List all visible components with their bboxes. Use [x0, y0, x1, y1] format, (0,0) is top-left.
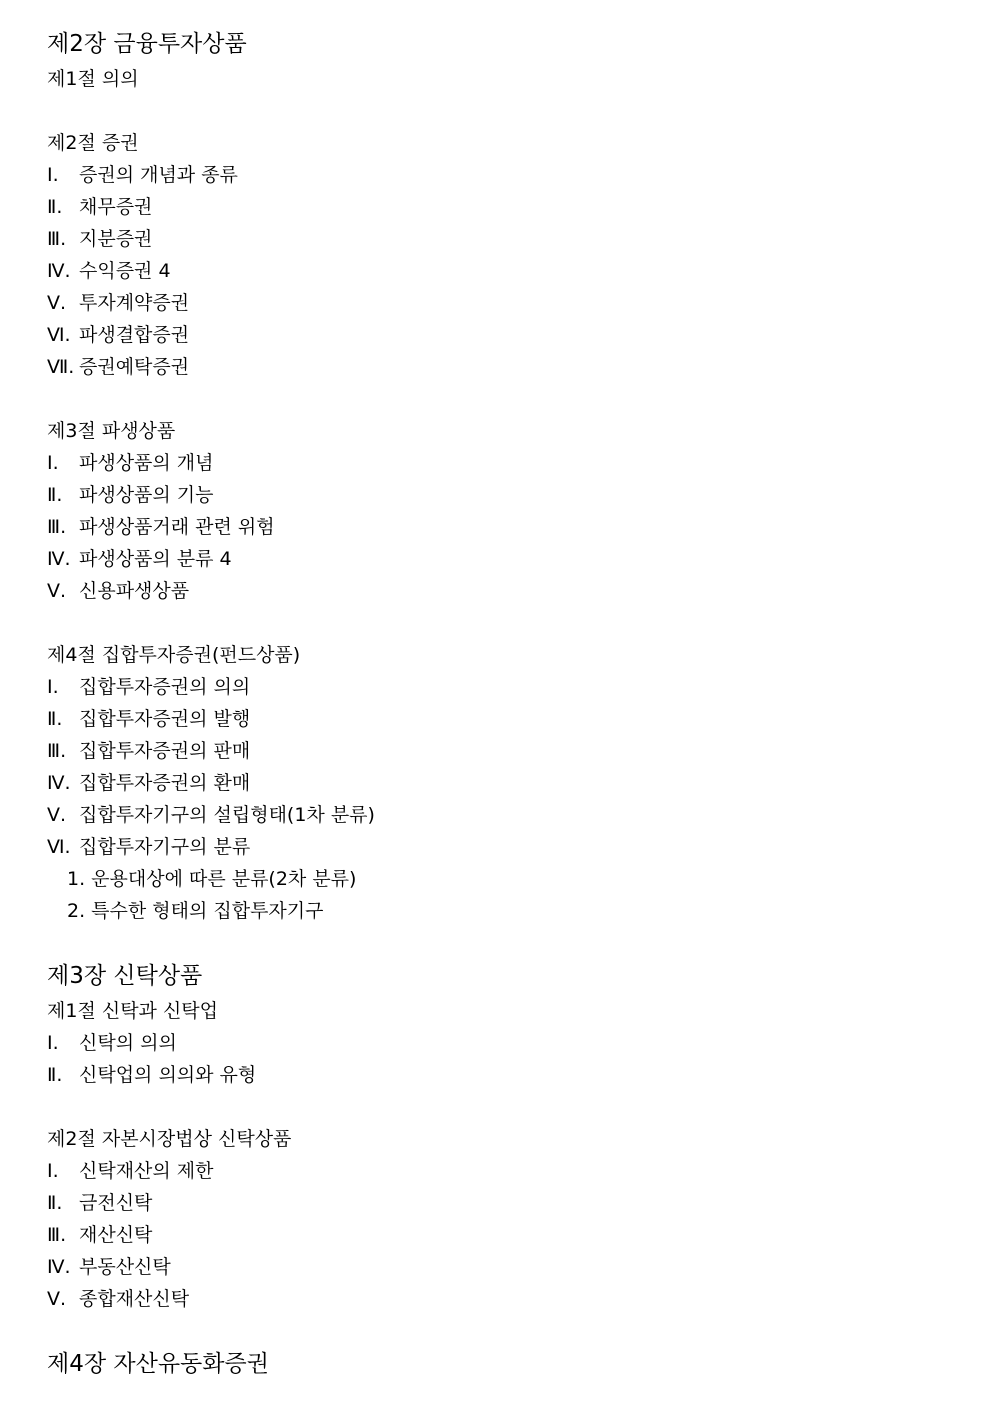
item-text: 집합투자증권의 판매 [79, 740, 251, 762]
list-item [47, 447, 947, 479]
item-numeral: Ⅰ. [47, 1032, 59, 1054]
list-item [47, 1027, 947, 1059]
item-numeral: Ⅲ. [47, 228, 67, 250]
section-title: 제3절 파생상품 [47, 420, 176, 442]
list-item [47, 767, 947, 799]
item-numeral: Ⅳ. [47, 548, 71, 570]
list-item [47, 799, 947, 831]
item-text: 투자계약증권 [79, 292, 190, 314]
item-text: 재산신탁 [79, 1224, 153, 1246]
item-text: 집합투자기구의 설립형태(1차 분류) [79, 804, 375, 826]
list-item [47, 255, 947, 287]
item-numeral: Ⅳ. [47, 772, 71, 794]
item-text: 신탁업의 의의와 유형 [79, 1064, 257, 1086]
list-item [47, 319, 947, 351]
list-item [47, 831, 947, 863]
sub-list-item: 1. 운용대상에 따른 분류(2차 분류) [67, 868, 357, 890]
list-item [47, 223, 947, 255]
item-text: 금전신탁 [79, 1192, 153, 1214]
item-numeral: Ⅱ. [47, 708, 63, 730]
item-text: 신용파생상품 [79, 580, 190, 602]
list-item [47, 191, 947, 223]
list-item [47, 1251, 947, 1283]
item-numeral: Ⅴ. [47, 804, 67, 826]
table-of-contents [47, 27, 947, 1383]
item-numeral: Ⅰ. [47, 452, 59, 474]
item-text: 증권예탁증권 [79, 356, 190, 378]
item-numeral: Ⅱ. [47, 196, 63, 218]
list-item [47, 543, 947, 575]
item-numeral: Ⅳ. [47, 1256, 71, 1278]
list-item [47, 1187, 947, 1219]
section-title: 제4절 집합투자증권(펀드상품) [47, 644, 301, 666]
list-item [47, 511, 947, 543]
item-numeral: Ⅴ. [47, 1288, 67, 1310]
item-text: 증권의 개념과 종류 [79, 164, 238, 186]
item-text: 신탁의 의의 [79, 1032, 177, 1054]
list-item [47, 575, 947, 607]
item-numeral: Ⅵ. [47, 324, 71, 346]
list-item [47, 159, 947, 191]
item-text: 집합투자기구의 분류 [79, 836, 251, 858]
item-numeral: Ⅵ. [47, 836, 71, 858]
item-text: 집합투자증권의 환매 [79, 772, 251, 794]
list-item [47, 1059, 947, 1091]
section-title: 제1절 신탁과 신탁업 [47, 1000, 218, 1022]
item-text: 집합투자증권의 발행 [79, 708, 251, 730]
list-item [47, 703, 947, 735]
chapter-title: 제4장 자산유동화증권 [47, 1351, 269, 1377]
item-text: 신탁재산의 제한 [79, 1160, 214, 1182]
sub-list-item: 2. 특수한 형태의 집합투자기구 [67, 900, 324, 922]
item-numeral: Ⅲ. [47, 740, 67, 762]
chapter-title: 제2장 금융투자상품 [47, 31, 247, 57]
item-text: 파생상품의 분류 4 [79, 548, 232, 570]
item-text: 지분증권 [79, 228, 153, 250]
item-text: 채무증권 [79, 196, 153, 218]
list-item [47, 1155, 947, 1187]
item-numeral: Ⅱ. [47, 484, 63, 506]
item-text: 파생상품의 기능 [79, 484, 214, 506]
item-numeral: Ⅰ. [47, 1160, 59, 1182]
section-title: 제2절 증권 [47, 132, 139, 154]
item-text: 부동산신탁 [79, 1256, 171, 1278]
item-numeral: Ⅲ. [47, 1224, 67, 1246]
item-text: 종합재산신탁 [79, 1288, 190, 1310]
list-item [47, 1283, 947, 1315]
item-numeral: Ⅰ. [47, 676, 59, 698]
item-numeral: Ⅳ. [47, 260, 71, 282]
item-numeral: Ⅱ. [47, 1064, 63, 1086]
chapter-title: 제3장 신탁상품 [47, 963, 203, 989]
item-text: 파생상품의 개념 [79, 452, 214, 474]
item-text: 수익증권 4 [79, 260, 171, 282]
item-text: 집합투자증권의 의의 [79, 676, 251, 698]
section-title: 제1절 의의 [47, 68, 139, 90]
item-numeral: Ⅰ. [47, 164, 59, 186]
list-item [47, 351, 947, 383]
list-item [47, 671, 947, 703]
item-numeral: Ⅴ. [47, 292, 67, 314]
item-numeral: Ⅴ. [47, 580, 67, 602]
item-numeral: Ⅱ. [47, 1192, 63, 1214]
item-numeral: Ⅲ. [47, 516, 67, 538]
item-text: 파생결합증권 [79, 324, 190, 346]
list-item [47, 735, 947, 767]
list-item [47, 1219, 947, 1251]
item-text: 파생상품거래 관련 위험 [79, 516, 275, 538]
list-item [47, 479, 947, 511]
list-item [47, 287, 947, 319]
section-title: 제2절 자본시장법상 신탁상품 [47, 1128, 292, 1150]
item-numeral: Ⅶ. [47, 356, 75, 378]
